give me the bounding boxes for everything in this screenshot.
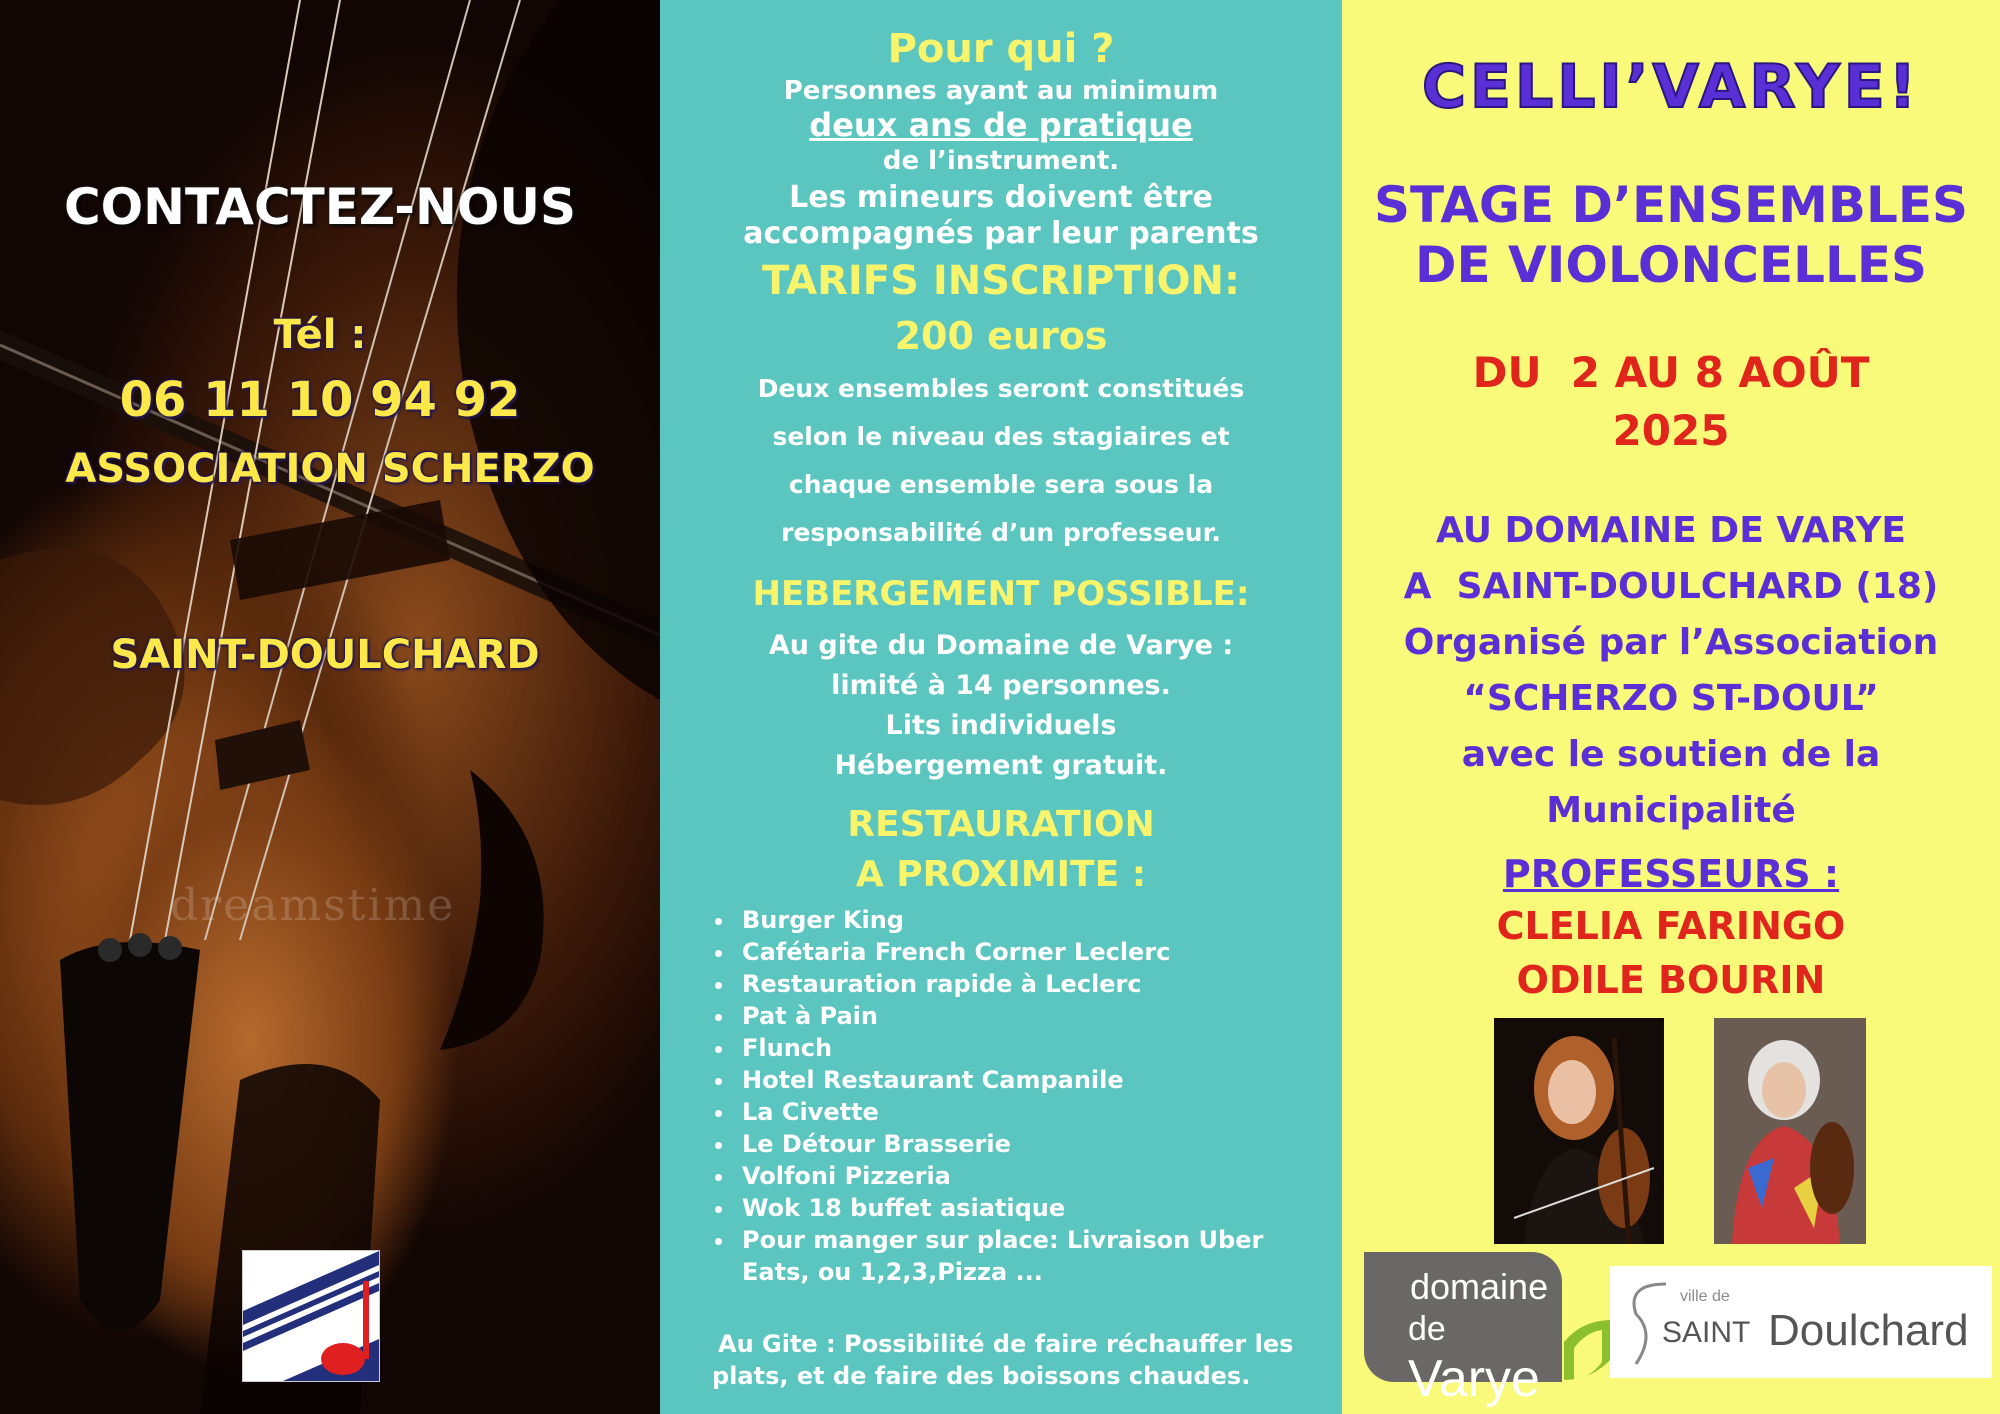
tel-label: Tél : [273,312,367,358]
ville-logo-doulchard: Doulchard [1768,1306,1969,1355]
tarifs-price: 200 euros [894,314,1108,358]
teacher-name-1: CLELIA FARINGO [1496,904,1846,948]
association-name: ASSOCIATION SCHERZO [65,446,595,492]
contact-heading: CONTACTEZ-NOUS [63,178,576,236]
domaine-logo-de: de [1408,1310,1446,1348]
organizer-line-4: Municipalité [1546,790,1796,831]
for-who-line-1: Personnes ayant au minimum [783,76,1219,106]
teacher-photo-2 [1714,1018,1866,1244]
venue-line-1: AU DOMAINE DE VARYE [1435,510,1907,551]
event-dates-1: DU 2 AU 8 AOÛT [1472,348,1870,397]
for-who-line-2: deux ans de pratique [809,106,1193,144]
gite-note-line-1: Au Gite : Possibilité de faire réchauffer les [718,1330,1294,1358]
event-panel [1342,0,2000,1414]
venue-line-2: A SAINT-DOULCHARD (18) [1403,566,1939,607]
info-panel [660,0,1342,1414]
music-note-logo-icon [243,1251,379,1381]
event-dates-2: 2025 [1612,406,1730,455]
list-item: • Cafétaria French Corner Leclerc [736,936,1336,968]
food-heading-1: RESTAURATION [847,804,1155,845]
list-item: • Flunch [736,1032,1336,1064]
list-item: • Volfoni Pizzeria [736,1160,1336,1192]
domaine-logo-varye: Varye [1408,1350,1540,1408]
list-item: • Le Détour Brasserie [736,1128,1336,1160]
ville-logo-saint: SAINT [1662,1316,1751,1349]
domaine-logo-line1: domaine [1410,1266,1549,1307]
domaine-de-varye-logo [1364,1252,1562,1408]
list-item: • Pour manger sur place: Livraison Uber Eats, ou 1,2,3,Pizza ... [736,1224,1336,1288]
saint-doulchard-logo [1610,1266,1992,1378]
for-who-heading: Pour qui ? [887,26,1115,72]
list-item: • Burger King [736,904,1336,936]
s-flourish-icon [1616,1274,1676,1370]
city-name: SAINT-DOULCHARD [110,632,540,678]
tarifs-heading: TARIFS INSCRIPTION: [761,258,1241,304]
teacher-name-2: ODILE BOURIN [1516,958,1826,1002]
teachers-heading: PROFESSEURS : [1502,852,1840,896]
list-item: • La Civette [736,1096,1336,1128]
event-subtitle-1: STAGE D’ENSEMBLES [1373,176,1969,234]
minors-line-2: accompagnés par leur parents [743,216,1259,251]
lodging-heading: HEBERGEMENT POSSIBLE: [752,574,1250,614]
phone-number: 06 11 10 94 92 [119,372,521,428]
ensembles-line-3: chaque ensemble sera sous la [788,470,1214,499]
organizer-line-2: “SCHERZO ST-DOUL” [1463,678,1879,719]
watermark-text: dreamstime [170,880,456,931]
food-heading-2: A PROXIMITE : [855,854,1147,895]
gite-note-line-2: plats, et de faire des boissons chaudes. [712,1362,1251,1390]
lodging-line-3: Lits individuels [885,710,1117,741]
leaf-logo-icon [1562,1318,1614,1382]
cellist-portrait-icon [1714,1018,1866,1244]
event-title: CELLI’VARYE! [1421,52,1921,122]
organizer-line-1: Organisé par l’Association [1403,622,1939,663]
for-who-line-3: de l’instrument. [882,146,1120,176]
cello-photo-panel [0,0,660,1414]
list-item: • Restauration rapide à Leclerc [736,968,1336,1000]
cellist-portrait-icon [1494,1018,1664,1244]
organizer-line-3: avec le soutien de la [1461,734,1881,775]
list-item: • Pat à Pain [736,1000,1336,1032]
ensembles-line-1: Deux ensembles seront constitués [757,374,1245,403]
lodging-line-1: Au gite du Domaine de Varye : [768,630,1234,661]
lodging-line-2: limité à 14 personnes. [831,670,1171,701]
event-subtitle-2: DE VIOLONCELLES [1414,236,1928,294]
association-logo [242,1250,380,1382]
list-item: • Hotel Restaurant Campanile [736,1064,1336,1096]
restaurant-list [712,904,1336,1288]
minors-line-1: Les mineurs doivent être [789,180,1213,215]
ensembles-line-4: responsabilité d’un professeur. [781,518,1221,547]
list-item: • Wok 18 buffet asiatique [736,1192,1336,1224]
ensembles-line-2: selon le niveau des stagiaires et [772,422,1230,451]
lodging-line-4: Hébergement gratuit. [834,750,1168,781]
ville-logo-small: ville de [1680,1288,1730,1305]
teacher-photo-1 [1494,1018,1664,1244]
